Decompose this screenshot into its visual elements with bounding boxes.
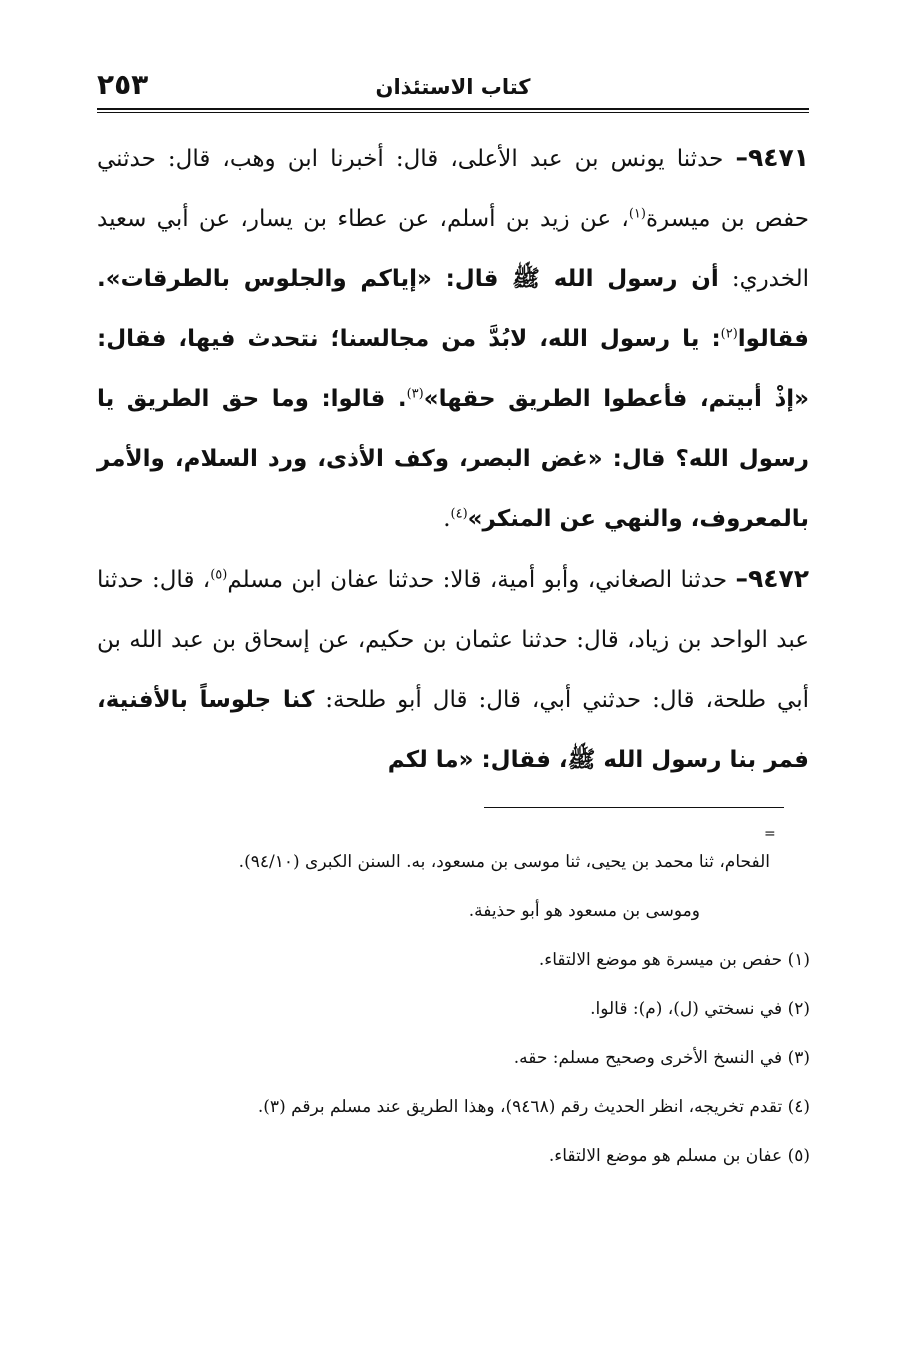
matn-text: كنا جلوساً بالأفنية، فمر بنا رسول الله ﷺ، فقال: «ما لكم <box>97 687 809 773</box>
footnote-ref-2[interactable]: (٢) <box>720 326 738 342</box>
footnote-4: (٤) تقدم تخريجه، انظر الحديث رقم (٩٤٦٨)، وهذا الطريق عند مسلم برقم (٣). <box>257 1097 810 1117</box>
page-header <box>97 66 809 108</box>
footnote-5: (٥) عفان بن مسلم هو موضع الالتقاء. <box>548 1146 810 1166</box>
footnote-ref-4[interactable]: (٤) <box>450 506 468 522</box>
main-text <box>97 128 809 790</box>
end-mark: . <box>443 506 451 532</box>
footnote-2: (٢) في نسختي (ل)، (م): قالوا. <box>590 999 810 1019</box>
footnote-1: (١) حفص بن ميسرة هو موضع الالتقاء. <box>538 950 810 970</box>
isnad-text: ، قال: حدثنا عبد الواحد بن زياد، قال: حدثنا عثمان بن حكيم، عن إسحاق بن عبد الله بن أبي طلحة، قال: حدثني أبي، قال: قال أبو طلحة: <box>97 567 809 713</box>
hadith-dash: – <box>735 143 748 172</box>
running-title: كتاب الاستئذان <box>375 75 531 99</box>
footnote-3: (٣) في النسخ الأخرى وصحيح مسلم: حقه. <box>513 1048 810 1068</box>
header-rule <box>97 108 809 110</box>
page-number: ٢٥٣ <box>97 68 149 101</box>
footnote-rule <box>484 807 784 808</box>
hadith-number: ٩٤٧٢ <box>747 564 809 593</box>
hadith-dash: – <box>735 564 748 593</box>
footnote-continuation: الفحام، ثنا محمد بن يحيى، ثنا موسى بن مسعود، به. السنن الكبرى (٩٤/١٠). <box>238 852 770 872</box>
continuation-mark: = <box>764 826 776 842</box>
footnote-ref-1[interactable]: (١) <box>628 206 646 222</box>
header-rule-thin <box>97 112 809 113</box>
footnote-ref-5[interactable]: (٥) <box>210 567 228 583</box>
isnad-text: ، عن زيد بن أسلم، عن عطاء بن يسار، عن أبي سعيد الخدري: <box>97 206 809 292</box>
matn-text: أن رسول الله ﷺ قال: «إياكم والجلوس بالطرقات». فقالوا <box>97 266 809 352</box>
isnad-text: حدثنا يونس بن عبد الأعلى، قال: أخبرنا ابن وهب، قال: حدثني حفص بن ميسرة <box>97 146 809 232</box>
isnad-text: حدثنا الصغاني، وأبو أمية، قالا: حدثنا عفان ابن مسلم <box>227 567 728 593</box>
footnotes <box>120 838 810 1181</box>
hadith-number: ٩٤٧١ <box>747 143 810 172</box>
footnote-ref-3[interactable]: (٣) <box>406 386 424 402</box>
hadith-9472 <box>97 549 809 790</box>
footnote-continuation: وموسى بن مسعود هو أبو حذيفة. <box>468 901 700 921</box>
matn-text: . قالوا: وما حق الطريق يا رسول الله؟ قال: «غض البصر، وكف الأذى، ورد السلام، والأمر بالمعروف، والنهي عن المنكر» <box>97 386 809 532</box>
hadith-9471 <box>97 128 809 549</box>
matn-text: : يا رسول الله، لابُدَّ من مجالسنا؛ نتحدث فيها، فقال: «إذْ أبيتم، فأعطوا الطريق حقها» <box>97 326 810 412</box>
